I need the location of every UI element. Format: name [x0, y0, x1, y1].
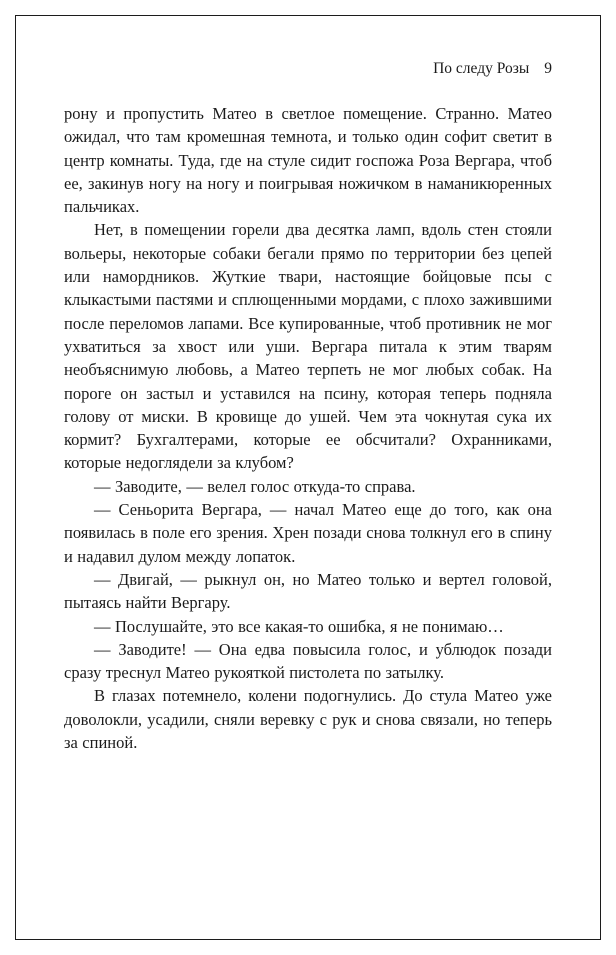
paragraph: В глазах потемнело, колени подогнулись. До стула Матео уже доволокли, усадили, сняли веревку с рук и снова связали, но теперь за спиной. — [64, 686, 552, 753]
running-head-title: По следу Розы — [433, 60, 530, 77]
paragraph: — Заводите, — велел голос откуда-то справа. — [94, 476, 416, 496]
paragraph: рону и пропустить Матео в светлое помещение. Странно. Матео ожидал, что там кромешная темнота, и только один софит светит в центр комнаты. Туда, где на стуле сидит госпожа Роза Вергара, чтоб ее, закинув ногу на ногу и поигрывая ножичком в наманикюренных пальчиках. — [64, 104, 552, 217]
paragraph: — Сеньорита Вергара, — начал Матео еще до того, как она появилась в поле его зрения. Хрен позади снова толкнул его в спину и надавил дулом между лопаток. — [64, 500, 552, 566]
paragraph: — Заводите! — Она едва повысила голос, и ублюдок позади сразу треснул Матео рукояткой пистолета по затылку. — [64, 639, 552, 683]
book-page — [15, 15, 601, 940]
page-number: 9 — [544, 60, 552, 77]
paragraph: — Двигай, — рыкнул он, но Матео только и вертел головой, пытаясь найти Вергару. — [64, 569, 552, 613]
running-head — [64, 60, 552, 78]
text-block — [16, 16, 600, 754]
paragraph: — Послушайте, это все какая-то ошибка, я не понимаю… — [94, 616, 504, 636]
page-text — [64, 102, 552, 754]
paragraph: Нет, в помещении горели два десятка ламп, вдоль стен стояли вольеры, некоторые собаки бегали прямо по территории без цепей или намордников. Жуткие твари, настоящие бойцовые псы с клыкастыми пастями и сплющенными мордами, с плохо зажившими после переломов лапами. Все купированные, чтоб противник не мог ухватиться за хвост или уши. Вергара питала к этим тварям необъяснимую любовь, а Матео терпеть не мог любых собак. На пороге он застыл и уставился на псину, которая теперь подняла голову от миски. В кровище до ушей. Чем эта чокнутая сука их кормит? Бухгалтерами, которые ее обсчитали? Охранниками, которые недоглядели за клубом? — [64, 220, 552, 473]
